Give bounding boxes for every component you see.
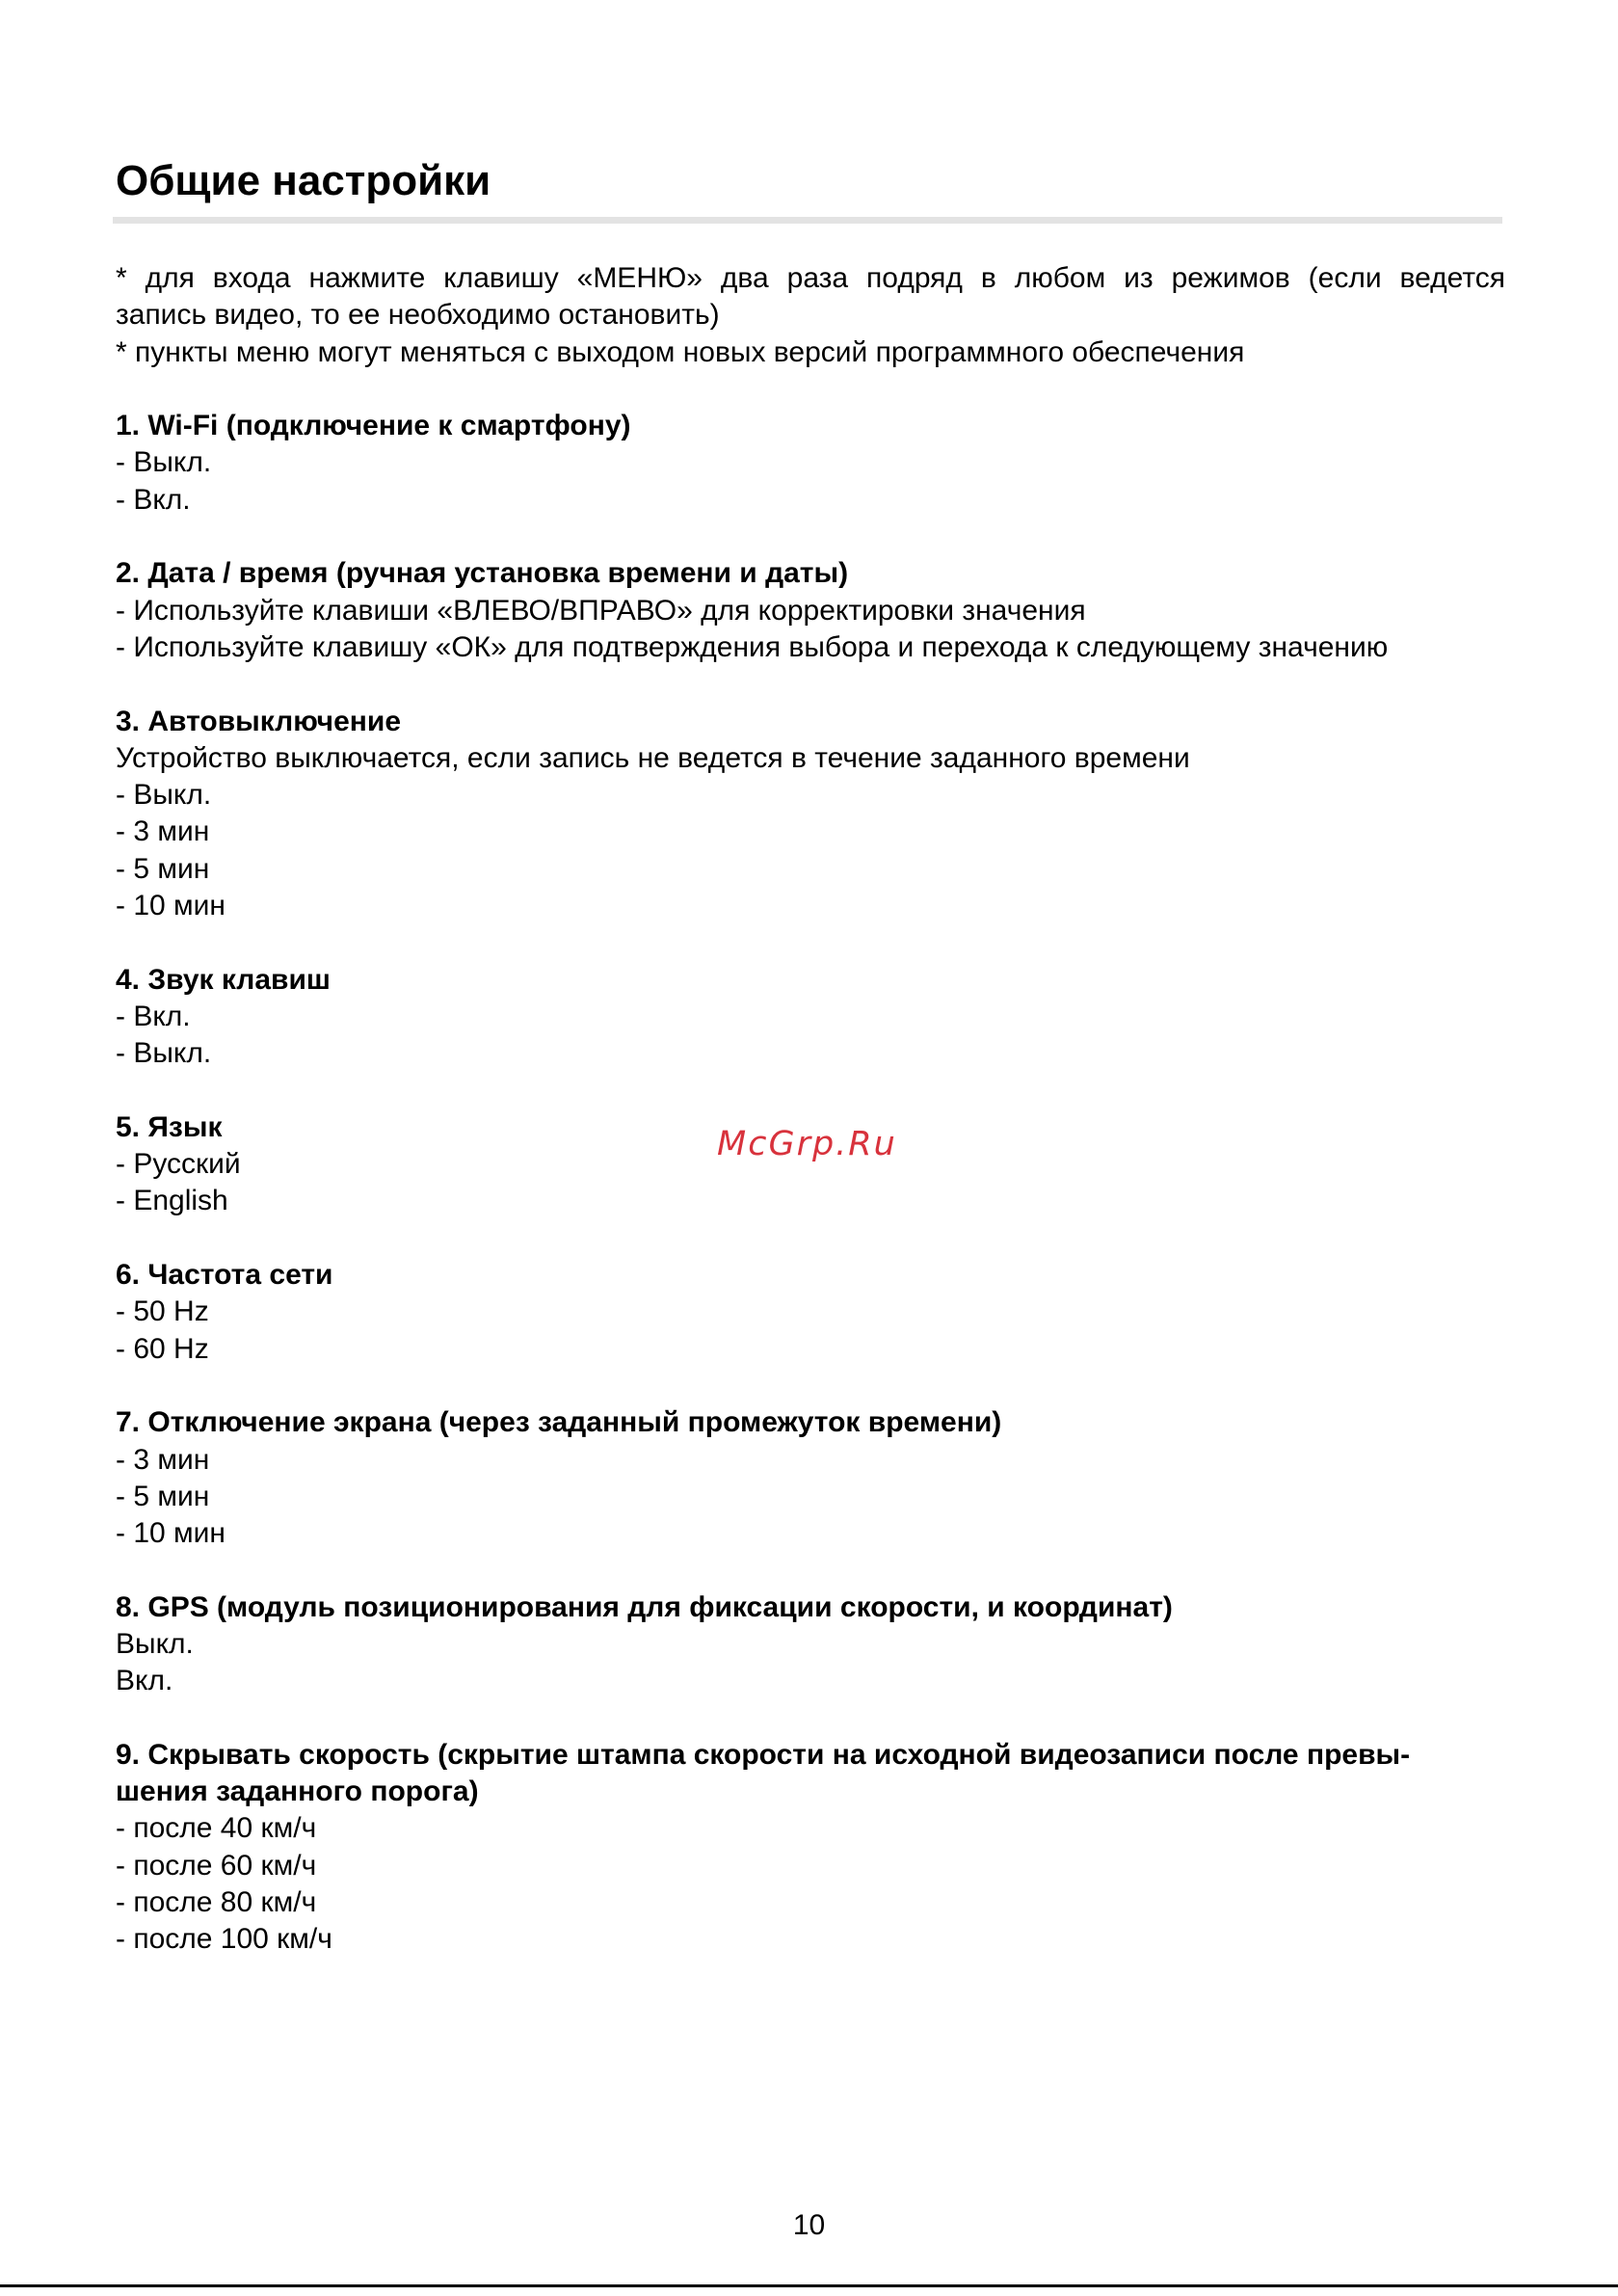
section-description: Устройство выключается, если запись не ведется в течение заданного времени (116, 741, 1190, 774)
section-frequency (116, 1257, 1505, 1368)
document-body (116, 260, 1505, 1959)
section-heading: 6. Частота сети (116, 1259, 333, 1292)
option-line: - 50 Hz (116, 1295, 209, 1328)
section-heading: 7. Отключение экрана (через заданный промежуток времени) (116, 1406, 1002, 1439)
note-line: запись видео, то ее необходимо остановить) (116, 299, 720, 332)
option-line: - Русский (116, 1148, 241, 1181)
watermark: McGrp.Ru (717, 1125, 897, 1163)
section-heading: 4. Звук клавиш (116, 963, 331, 996)
option-line: - 5 мин (116, 852, 210, 885)
section-date-time (116, 555, 1505, 666)
page-title: Общие настройки (116, 157, 491, 204)
option-line: - Выкл. (116, 779, 212, 812)
option-line: - Вкл. (116, 1000, 191, 1032)
page-number: 10 (792, 2209, 826, 2241)
note-line: * пункты меню могут меняться с выходом новых версий программного обеспечения (116, 335, 1245, 368)
option-line: - English (116, 1185, 228, 1217)
option-line: - 5 мин (116, 1480, 210, 1512)
option-line: - после 60 км/ч (116, 1849, 317, 1882)
section-heading-continuation: шения заданного порога) (116, 1775, 479, 1808)
section-heading: 8. GPS (модуль позиционирования для фиксации скорости, и координат) (116, 1590, 1173, 1623)
option-line: - Используйте клавиши «ВЛЕВО/ВПРАВО» для корректировки значения (116, 594, 1086, 627)
option-line: - 10 мин (116, 890, 225, 922)
option-line: Вкл. (116, 1665, 173, 1697)
section-key-sound (116, 962, 1505, 1073)
section-screen-off (116, 1404, 1505, 1552)
option-line: - Выкл. (116, 1037, 212, 1070)
section-heading: 1. Wi-Fi (подключение к смартфону) (116, 410, 631, 442)
section-auto-off (116, 704, 1505, 925)
option-line: - Используйте клавишу «ОК» для подтверждения выбора и перехода к следующему значению (116, 630, 1389, 663)
section-heading: 5. Язык (116, 1110, 223, 1143)
section-heading: 3. Автовыключение (116, 705, 402, 737)
option-line: - после 100 км/ч (116, 1923, 332, 1956)
note-line: * для входа нажмите клавишу «МЕНЮ» два раза подряд в любом из режимов (если ведется (116, 262, 1505, 294)
option-line: - после 80 км/ч (116, 1886, 317, 1919)
section-hide-speed (116, 1737, 1505, 1959)
option-line: - Вкл. (116, 483, 191, 516)
section-wifi (116, 408, 1505, 519)
option-line: - 3 мин (116, 815, 210, 848)
bottom-rule (0, 2284, 1618, 2287)
option-line: - 10 мин (116, 1517, 225, 1550)
section-gps (116, 1589, 1505, 1700)
title-underline (113, 217, 1502, 224)
section-heading: 2. Дата / время (ручная установка времени и даты) (116, 557, 849, 590)
option-line: - 3 мин (116, 1443, 210, 1476)
option-line: Выкл. (116, 1627, 194, 1660)
option-line: - после 40 км/ч (116, 1812, 317, 1845)
option-line: - 60 Hz (116, 1332, 209, 1365)
section-heading: 9. Скрывать скорость (скрытие штампа скорости на исходной видеозаписи после превы- (116, 1738, 1411, 1771)
option-line: - Выкл. (116, 446, 212, 479)
